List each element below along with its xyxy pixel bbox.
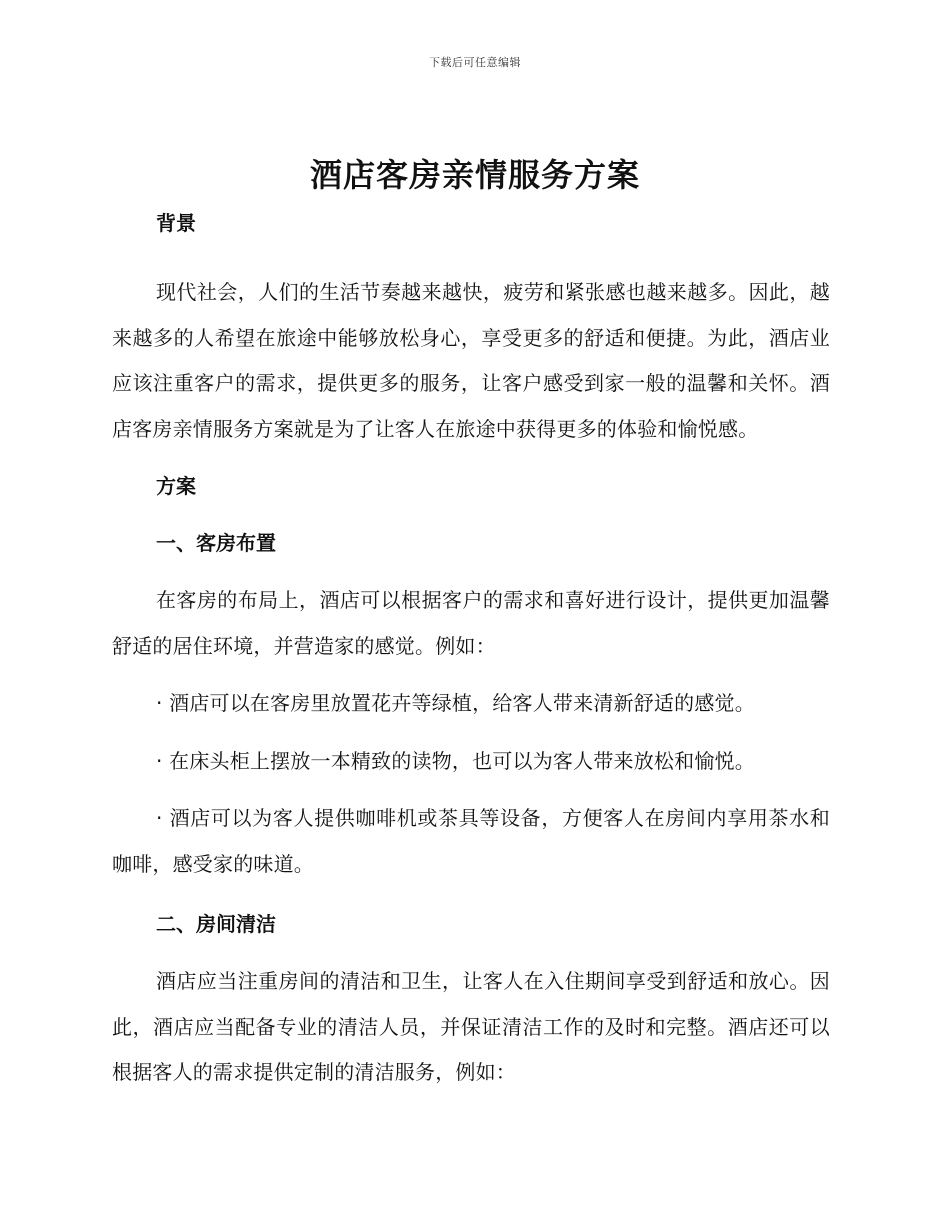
background-heading: 背景 — [156, 211, 196, 235]
section2-paragraph: 酒店应当注重房间的清洁和卫生，让客人在入住期间享受到舒适和放心。因此，酒店应当配备专业的清洁人员，并保证清洁工作的及时和完整。酒店还可以根据客人的需求提供定制的清洁服务，例如： — [112, 969, 830, 1084]
plan-heading: 方案 — [156, 474, 196, 498]
section2-heading: 二、房间清洁 — [156, 912, 276, 936]
document-body — [112, 208, 830, 1096]
section1-paragraph: 在客房的布局上，酒店可以根据客户的需求和喜好进行设计，提供更加温馨舒适的居住环境，并营造家的感觉。例如： — [112, 588, 830, 658]
section1-bullet-2: · 在床头柜上摆放一本精致的读物，也可以为客人带来放松和愉悦。 — [156, 748, 755, 773]
section1-bullet-1: · 酒店可以在客房里放置花卉等绿植，给客人带来清新舒适的感觉。 — [156, 691, 755, 715]
document-title: 酒店客房亲情服务方案 — [309, 156, 640, 194]
section1-bullet-3: · 酒店可以为客人提供咖啡机或茶具等设备，方便客人在房间内享用茶水和咖啡，感受家的味道。 — [112, 806, 830, 876]
background-paragraph: 现代社会，人们的生活节奏越来越快，疲劳和紧张感也越来越多。因此，越来越多的人希望在旅途中能够放松身心，享受更多的舒适和便捷。为此，酒店业应该注重客户的需求，提供更多的服务，让客户感受到家一般的温馨和关怀。酒店客房亲情服务方案就是为了让客人在旅途中获得更多的体验和愉悦感。 — [112, 280, 830, 441]
header-note: 下载后可任意编辑 — [429, 56, 521, 69]
section1-heading: 一、客房布置 — [156, 531, 276, 555]
